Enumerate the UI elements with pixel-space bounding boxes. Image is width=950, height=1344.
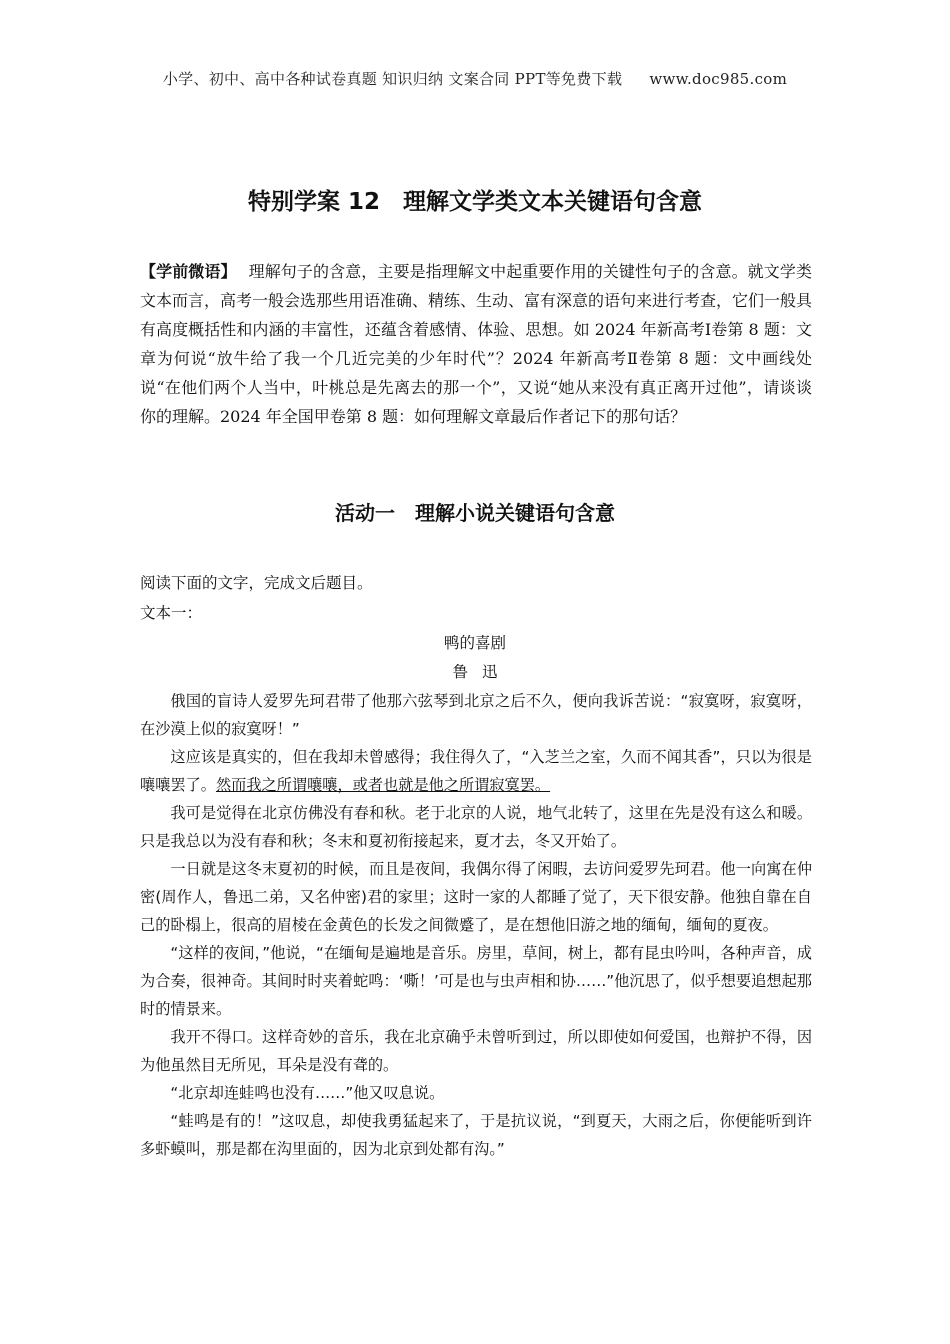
section-title: 活动一 理解小说关键语句含意 [335, 501, 615, 525]
story-body [140, 687, 812, 1163]
page-title: 特别学案 12 理解文学类文本关键语句含意 [247, 189, 702, 215]
intro-lead: 【学前微语】 [140, 262, 237, 281]
story-title: 鸭的喜剧 [443, 634, 506, 652]
story-paragraph-4: 一日就是这冬末夏初的时候，而且是夜间，我偶尔得了闲暇，去访问爱罗先珂君。他一向寓在仲密(周作人，鲁迅二弟，又名仲密)君的家里；这时一家的人都睡了觉了，天下很安静。他独自靠在自己的卧榻上，很高的眉棱在金黄色的长发之间微蹙了，是在想他旧游之地的缅甸，缅甸的夏夜。 [140, 860, 812, 934]
text-label: 文本一： [140, 604, 203, 622]
intro-paragraph [140, 257, 812, 431]
story-paragraph-5: “这样的夜间，”他说，“在缅甸是遍地是音乐。房里，草间，树上，都有昆虫吟叫，各种声音，成为合奏，很神奇。其间时时夹着蛇鸣：‘嘶！’可是也与虫声相和协……”他沉思了，似乎想要追想起那时的情景来。 [140, 944, 812, 1018]
story-paragraph-1: 俄国的盲诗人爱罗先珂君带了他那六弦琴到北京之后不久，便向我诉苦说：“寂寞呀，寂寞呀，在沙漠上似的寂寞呀！” [140, 692, 812, 738]
story-paragraph-3: 我可是觉得在北京仿佛没有春和秋。老于北京的人说，地气北转了，这里在先是没有这么和暖。只是我总以为没有春和秋；冬末和夏初衔接起来，夏才去，冬又开始了。 [140, 804, 812, 850]
story-author: 鲁迅 [452, 663, 512, 681]
page-header [0, 68, 950, 89]
story-paragraph-6: 我开不得口。这样奇妙的音乐，我在北京确乎未曾听到过，所以即使如何爱国，也辩护不得，因为他虽然目无所见，耳朵是没有聋的。 [140, 1028, 812, 1074]
underlined-sentence: 然而我之所谓嚷嚷，或者也就是他之所谓寂寞罢。 [215, 776, 551, 794]
header-url[interactable]: www.doc985.com [649, 70, 788, 88]
header-text: 小学、初中、高中各种试卷真题 知识归纳 文案合同 PPT等免费下载 [162, 70, 623, 88]
story-paragraph-2 [140, 743, 812, 799]
story-paragraph-8: “蛙鸣是有的！”这叹息，却使我勇猛起来了，于是抗议说，“到夏天，大雨之后，你便能听到许多虾蟆叫，那是都在沟里面的，因为北京到处都有沟。” [140, 1112, 812, 1158]
intro-text: 理解句子的含意，主要是指理解文中起重要作用的关键性句子的含意。就文学类文本而言，高考一般会选那些用语准确、精练、生动、富有深意的语句来进行考查，它们一般具有高度概括性和内涵的丰富性，还蕴含着感情、体验、思想。如 2024 年新高考Ⅰ卷第 8 题：文章为何说“放牛给了我一个几近完美的少年时代”？2024 年新高考Ⅱ卷第 8 题：文中画线处说“在他们两个人当中，叶桃总是先离去的那一个”，又说“她从来没有真正离开过他”，请谈谈你的理解。2024 年全国甲卷第 8 题：如何理解文章最后作者记下的那句话？ [140, 262, 813, 426]
instruction: 阅读下面的文字，完成文后题目。 [140, 574, 373, 592]
story-paragraph-2-text: 这应该是真实的，但在我却未曾感得；我住得久了，“入芝兰之室，久而不闻其香”，只以为很是嚷嚷罢了。 [140, 748, 812, 794]
story-paragraph-7: “北京却连蛙鸣也没有……”他又叹息说。 [170, 1084, 445, 1102]
